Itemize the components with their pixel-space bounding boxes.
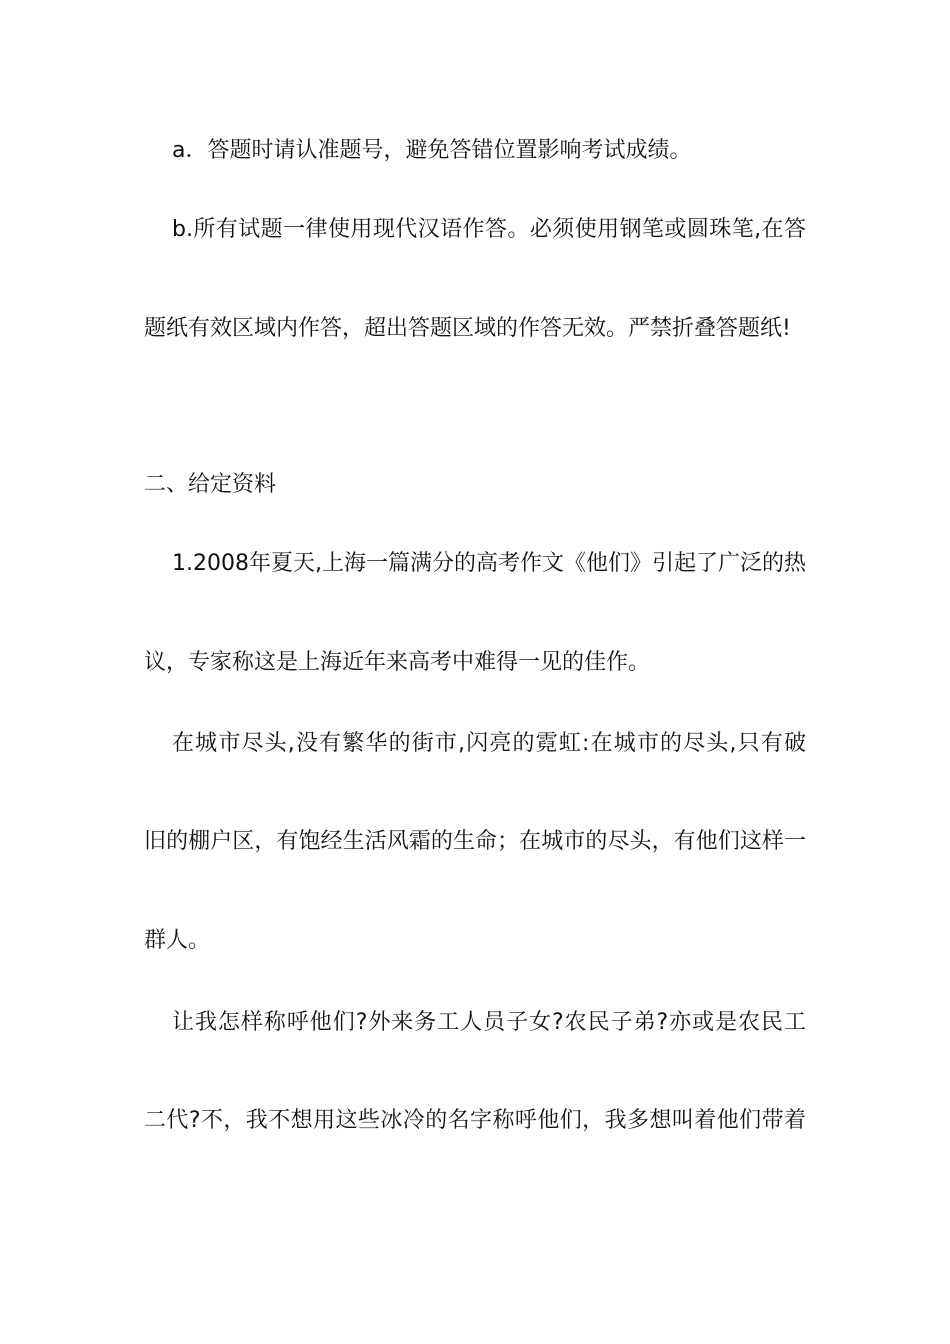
section-heading: 二、给定资料 — [144, 472, 277, 497]
paragraph-1-line-1: 在城市尽头,没有繁华的街市,闪亮的霓虹:在城市的尽头,只有破 — [172, 731, 806, 756]
paragraph-2-line-1: 让我怎样称呼他们?外来务工人员子女?农民子弟?亦或是农民工 — [172, 1010, 806, 1035]
paragraph-1-line-3: 群人。 — [144, 928, 211, 953]
instruction-item-b-line-2: 题纸有效区域内作答，超出答题区域的作答无效。严禁折叠答题纸! — [144, 316, 791, 341]
instruction-item-b-line-1: b.所有试题一律使用现代汉语作答。必须使用钢笔或圆珠笔,在答 — [172, 217, 806, 242]
paragraph-2-line-2: 二代?不，我不想用这些冰冷的名字称呼他们，我多想叫着他们带着 — [144, 1108, 806, 1133]
material-1-line-2: 议，专家称这是上海近年来高考中难得一见的佳作。 — [144, 650, 651, 675]
material-1-line-1: 1.2008年夏天,上海一篇满分的高考作文《他们》引起了广泛的热 — [172, 551, 806, 576]
instruction-item-a: a．答题时请认准题号，避免答错位置影响考试成绩。 — [172, 138, 692, 163]
paragraph-1-line-2: 旧的棚户区，有饱经生活风霜的生命；在城市的尽头，有他们这样一 — [144, 829, 806, 854]
